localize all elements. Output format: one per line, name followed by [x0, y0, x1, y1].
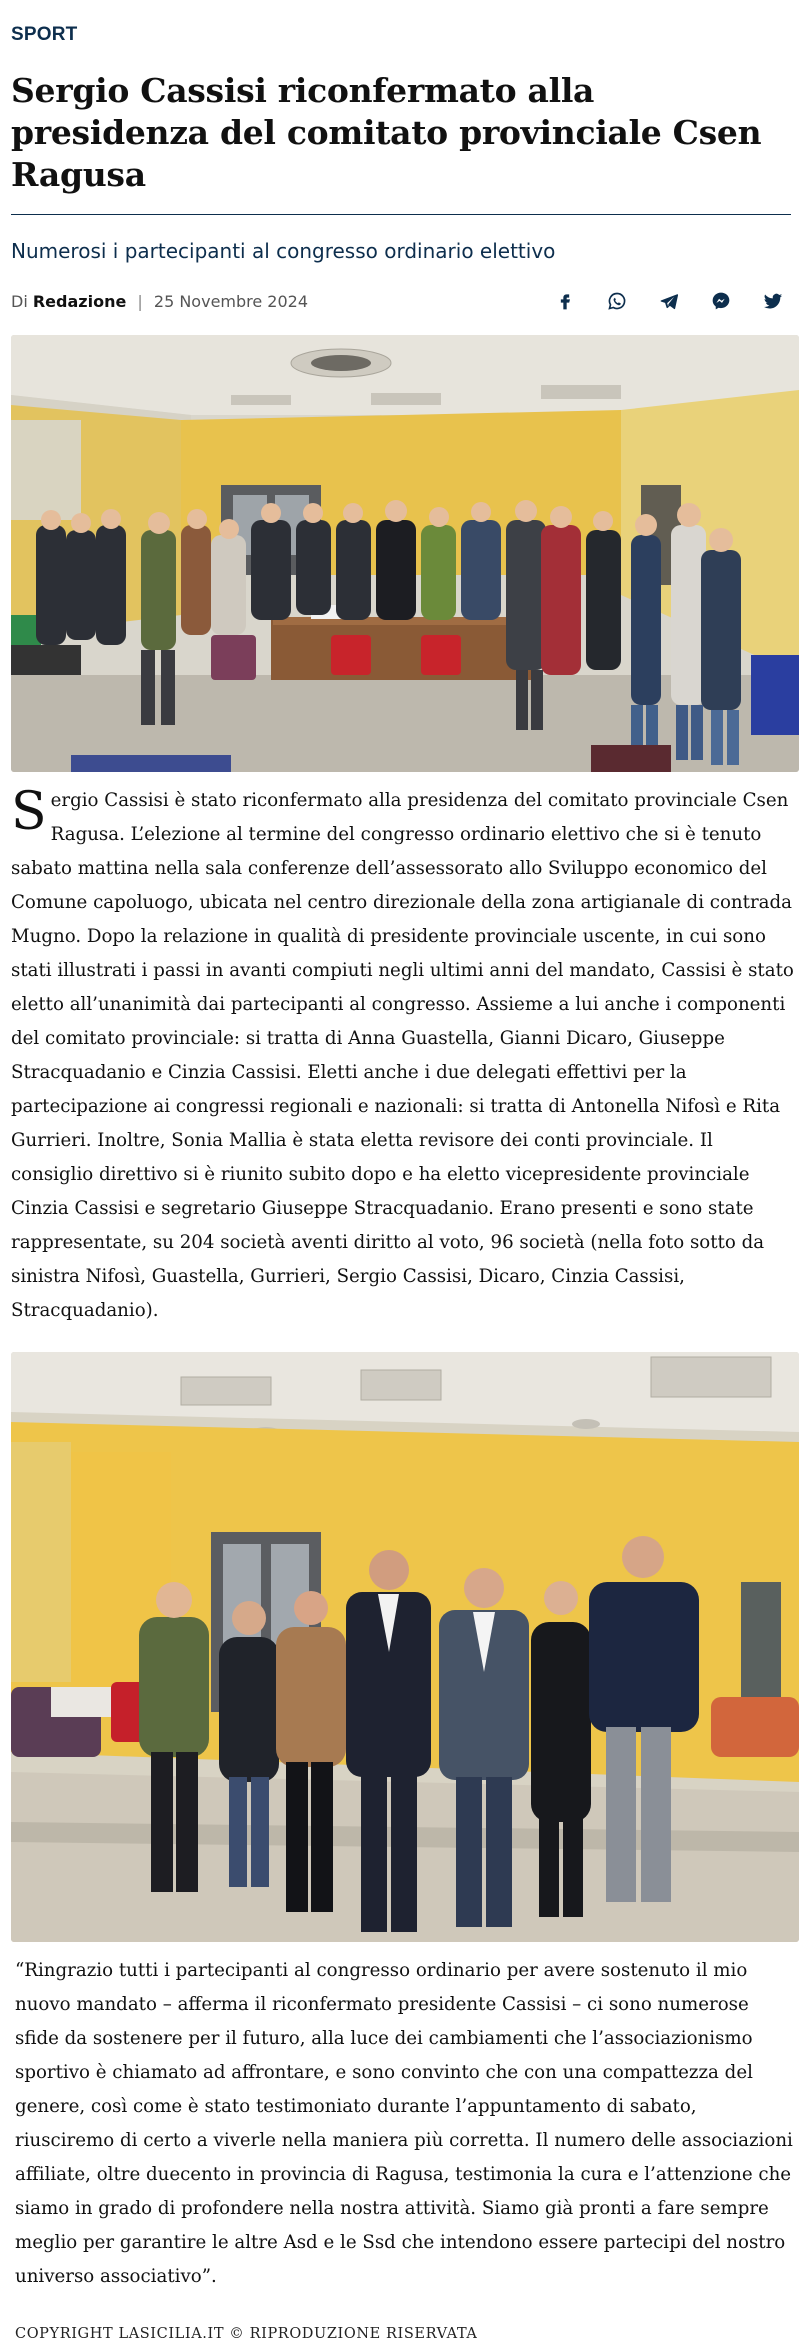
byline-separator: |: [137, 291, 143, 311]
telegram-icon[interactable]: [643, 287, 695, 315]
paragraph-2: “Ringrazio tutti i partecipanti al congresso ordinario per avere sostenuto il mio nuovo mandato – afferma il riconfermato presidente Cassisi – ci sono numerose sfide da sostenere per il futuro, alla luce dei cambiamenti che l’associazionismo sportivo è chiamato ad affrontare, e sono convinto che con una compattezza del genere, così come è stato testimoniato durante l’appuntamento di sabato, riusciremo di certo a viverle nella maniera più corretta. Il numero delle associazioni affiliate, oltre duecento in provincia di Ragusa, testimonia la cura e l’attenzione che siamo in grado di profondere nella nostra attività. Siamo già pronti a fare sempre meglio per garantire le altre Asd e le Ssd che intendono essere partecipi del nostro universo associativo”.: [15, 1960, 793, 2287]
group-photo: [11, 335, 799, 772]
share-bar: [539, 287, 799, 315]
facebook-icon[interactable]: [539, 287, 591, 315]
author-link[interactable]: Redazione: [32, 291, 127, 311]
board-photo: [11, 1352, 799, 1942]
byline-prefix: Di: [11, 291, 28, 311]
whatsapp-icon[interactable]: [591, 287, 643, 315]
publish-date: 25 Novembre 2024: [153, 291, 309, 311]
article-subtitle: Numerosi i partecipanti al congresso ordinario elettivo: [11, 239, 556, 263]
article: [11, 0, 799, 2342]
drop-cap: S: [11, 782, 47, 842]
twitter-icon[interactable]: [747, 287, 799, 315]
category-label[interactable]: SPORT: [11, 24, 78, 45]
messenger-icon[interactable]: [695, 287, 747, 315]
paragraph-1-text: ergio Cassisi è stato riconfermato alla presidenza del comitato provinciale Csen Ragusa. L’elezione al termine del congresso ordinario elettivo che si è tenuto sabato mattina nella sala conferenze dell’assessorato allo Sviluppo economico del Comune capoluogo, ubicata nel centro direzionale della zona artigianale di contrada Mugno. Dopo la relazione in qualità di presidente provinciale uscente, in cui sono stati illustrati i passi in avanti compiuti negli ultimi anni del mandato, Cassisi è stato eletto all’unanimità dai partecipanti al congresso. Assieme a lui anche i componenti del comitato provinciale: si tratta di Anna Guastella, Gianni Dicaro, Giuseppe Stracquadanio e Cinzia Cassisi. Eletti anche i due delegati effettivi per la partecipazione ai congressi regionali e nazionali: si tratta di Antonella Nifosì e Rita Gurrieri. Inoltre, Sonia Mallia è stata eletta revisore dei conti provinciale. Il consiglio direttivo si è riunito subito dopo e ha eletto vicepresidente provinciale Cinzia Cassisi e segretario Giuseppe Stracquadanio. Erano presenti e sono state rappresentate, su 204 società aventi diritto al voto, 96 società (nella foto sotto da sinistra Nifosì, Guastella, Gurrieri, Sergio Cassisi, Dicaro, Cinzia Cassisi, Stracquadanio).: [11, 790, 794, 1321]
byline: [11, 292, 308, 311]
article-title: Sergio Cassisi riconfermato alla presidenza del comitato provinciale Csen Ragusa: [11, 71, 762, 194]
copyright-notice: COPYRIGHT LASICILIA.IT © RIPRODUZIONE RISERVATA: [15, 2326, 478, 2342]
article-meta: [11, 287, 799, 315]
divider: [11, 214, 791, 215]
paragraph-1: [11, 784, 799, 1328]
